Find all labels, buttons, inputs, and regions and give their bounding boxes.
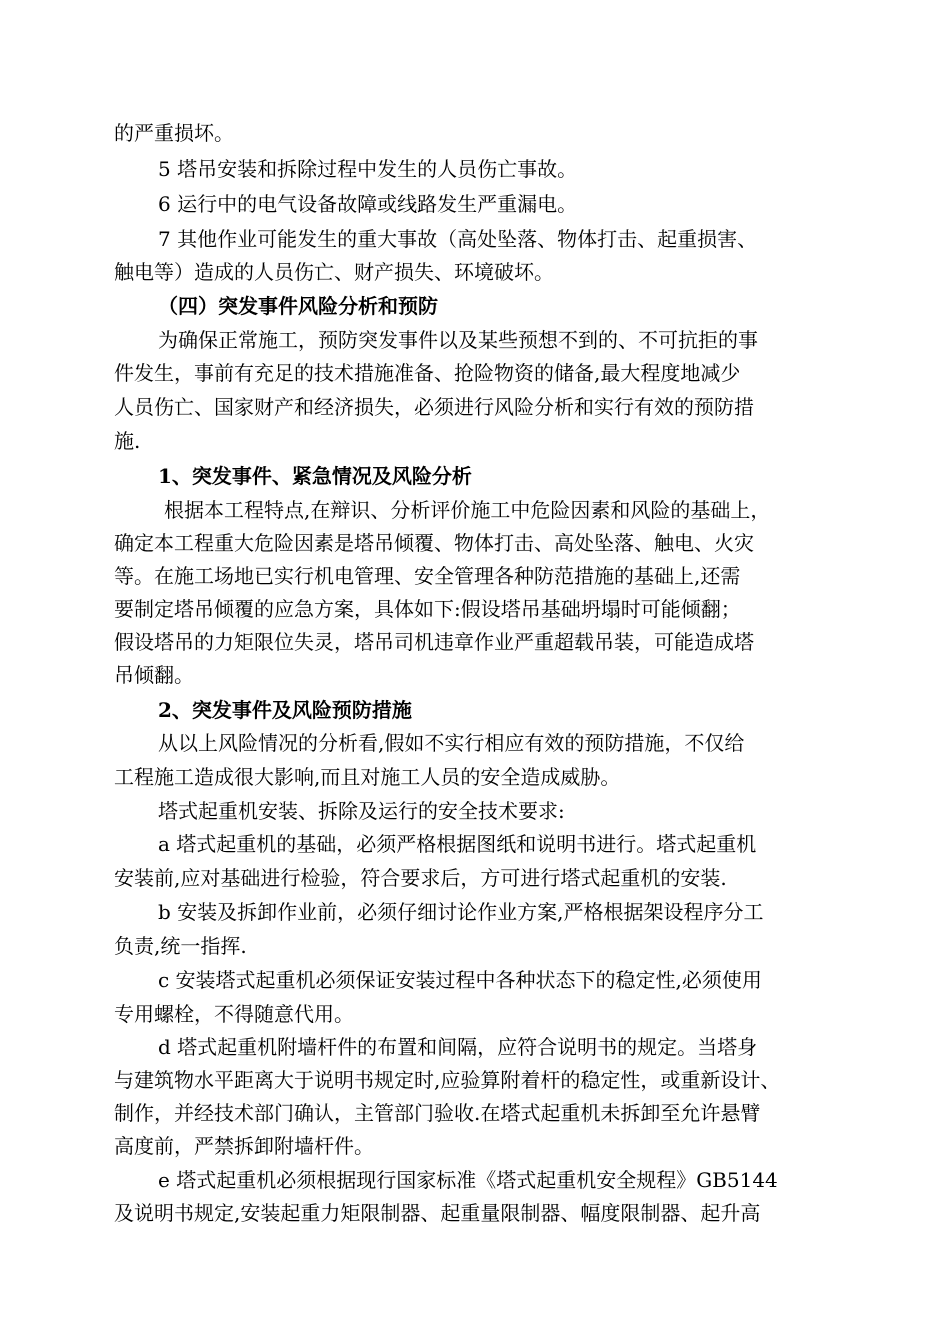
paragraph-line: 要制定塔吊倾覆的应急方案，具体如下:假设塔吊基础坍塌时可能倾翻； (114, 597, 741, 621)
section-heading: （四）突发事件风险分析和预防 (158, 294, 438, 318)
paragraph-line: 吊倾翻。 (114, 663, 194, 687)
paragraph-line: 制作，并经技术部门确认，主管部门验收.在塔式起重机未拆卸至允许悬臂 (114, 1101, 761, 1125)
paragraph-line: 为确保正常施工，预防突发事件以及某些预想不到的、不可抗拒的事 (158, 328, 758, 352)
paragraph-line: 确定本工程重大危险因素是塔吊倾覆、物体打击、高处坠落、触电、火灾 (114, 531, 754, 555)
paragraph-line: 工程施工造成很大影响,而且对施工人员的安全造成威胁。 (114, 765, 621, 789)
paragraph-line: 从以上风险情况的分析看,假如不实行相应有效的预防措施，不仅给 (158, 731, 745, 755)
paragraph-line: 7 其他作业可能发生的重大事故（高处坠落、物体打击、起重损害、 (158, 227, 758, 251)
paragraph-line: 等。在施工场地已实行机电管理、安全管理各种防范措施的基础上,还需 (114, 564, 741, 588)
paragraph-line: 假设塔吊的力矩限位失灵，塔吊司机违章作业严重超载吊装，可能造成塔 (114, 630, 754, 654)
paragraph-line: 的严重损坏。 (114, 121, 234, 145)
subsection-heading: 2、突发事件及风险预防措施 (158, 698, 412, 722)
document-page (114, 0, 844, 1344)
paragraph-line: d 塔式起重机附墙杆件的布置和间隔，应符合说明书的规定。当塔身 (158, 1035, 758, 1059)
paragraph-line: b 安装及拆卸作业前，必须仔细讨论作业方案,严格根据架设程序分工 (158, 900, 764, 924)
paragraph-line: 根据本工程特点,在辩识、分析评价施工中危险因素和风险的基础上， (164, 498, 771, 522)
paragraph-line: 6 运行中的电气设备故障或线路发生严重漏电。 (158, 192, 578, 216)
paragraph-line: 5 塔吊安装和拆除过程中发生的人员伤亡事故。 (158, 157, 578, 181)
paragraph-line: 负责,统一指挥. (114, 934, 247, 958)
paragraph-line: c 安装塔式起重机必须保证安装过程中各种状态下的稳定性,必须使用 (158, 968, 762, 992)
paragraph-line: 施. (114, 429, 141, 453)
paragraph-line: a 塔式起重机的基础，必须严格根据图纸和说明书进行。塔式起重机 (158, 832, 757, 856)
paragraph-line: 件发生，事前有充足的技术措施准备、抢险物资的储备,最大程度地减少 (114, 361, 741, 385)
paragraph-line: 安装前,应对基础进行检验，符合要求后，方可进行塔式起重机的安装. (114, 866, 727, 890)
paragraph-line: 及说明书规定,安装起重力矩限制器、起重量限制器、幅度限制器、起升高 (114, 1201, 761, 1225)
paragraph-line: 塔式起重机安装、拆除及运行的安全技术要求: (158, 799, 565, 823)
paragraph-line: e 塔式起重机必须根据现行国家标准《塔式起重机安全规程》GB5144 (158, 1168, 778, 1192)
paragraph-line: 高度前，严禁拆卸附墙杆件。 (114, 1134, 374, 1158)
paragraph-line: 专用螺栓，不得随意代用。 (114, 1002, 354, 1026)
paragraph-line: 触电等）造成的人员伤亡、财产损失、环境破坏。 (114, 260, 554, 284)
paragraph-line: 与建筑物水平距离大于说明书规定时,应验算附着杆的稳定性，或重新设计、 (114, 1068, 781, 1092)
subsection-heading: 1、突发事件、紧急情况及风险分析 (158, 464, 472, 488)
paragraph-line: 人员伤亡、国家财产和经济损失，必须进行风险分析和实行有效的预防措 (114, 395, 754, 419)
